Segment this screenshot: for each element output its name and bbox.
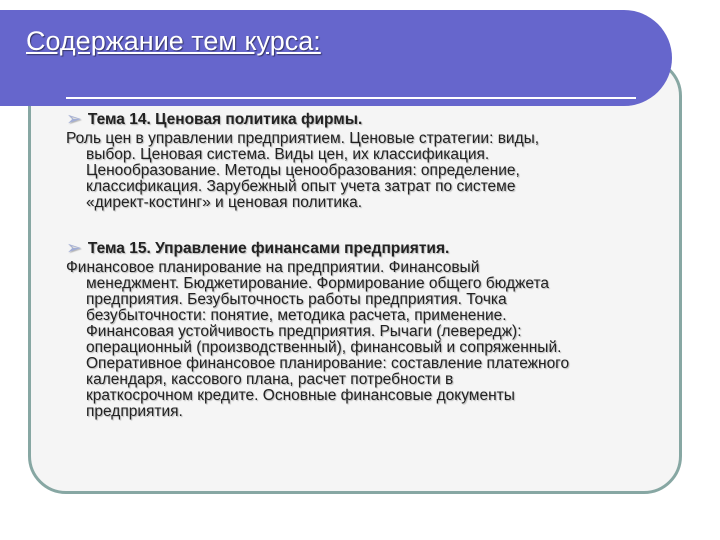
slide-title: Содержание тем курса: [26, 26, 321, 56]
arrow-bullet-icon: ➢ [66, 238, 82, 259]
topic-14 [66, 110, 656, 211]
description-line: Финансовое планирование на предприятии. Финансовый [66, 259, 480, 276]
description-line: безубыточности: понятие, методика расчета, применение. [86, 307, 507, 324]
description-line: классификация. Зарубежный опыт учета затрат по системе [86, 178, 516, 195]
description-line: Оперативное финансовое планирование: составление платежного [86, 355, 570, 372]
topic-15 [66, 239, 656, 420]
topic-description [64, 131, 656, 211]
description-line: Роль цен в управлении предприятием. Ценовые стратегии: виды, [66, 130, 540, 147]
description-line: Финансовая устойчивость предприятия. Рычаги (левередж): [86, 323, 522, 340]
title-bar [0, 10, 672, 106]
title-divider [66, 97, 636, 99]
description-line: календаря, кассового плана, расчет потребности в [86, 371, 454, 388]
topic-heading-row [66, 110, 656, 129]
description-line: предприятия. [86, 403, 183, 420]
topic-heading: Тема 14. Ценовая политика фирмы. [87, 110, 363, 128]
description-line: «директ-костинг» и ценовая политика. [86, 194, 363, 211]
description-line: менеджмент. Бюджетирование. Формирование общего бюджета [86, 275, 550, 292]
description-line: Ценообразование. Методы ценообразования: определение, [86, 162, 520, 179]
description-line: выбор. Ценовая система. Виды цен, их классификация. [86, 146, 490, 163]
arrow-bullet-icon: ➢ [66, 109, 82, 130]
description-line: краткосрочном кредите. Основные финансовые документы [86, 387, 515, 404]
description-line: операционный (производственный), финансовый и сопряженный. [86, 339, 562, 356]
topic-heading: Тема 15. Управление финансами предприятия. [87, 239, 450, 257]
topic-heading-row [66, 239, 656, 258]
description-line: предприятия. Безубыточность работы предприятия. Точка [86, 291, 507, 308]
topic-description [64, 260, 656, 420]
